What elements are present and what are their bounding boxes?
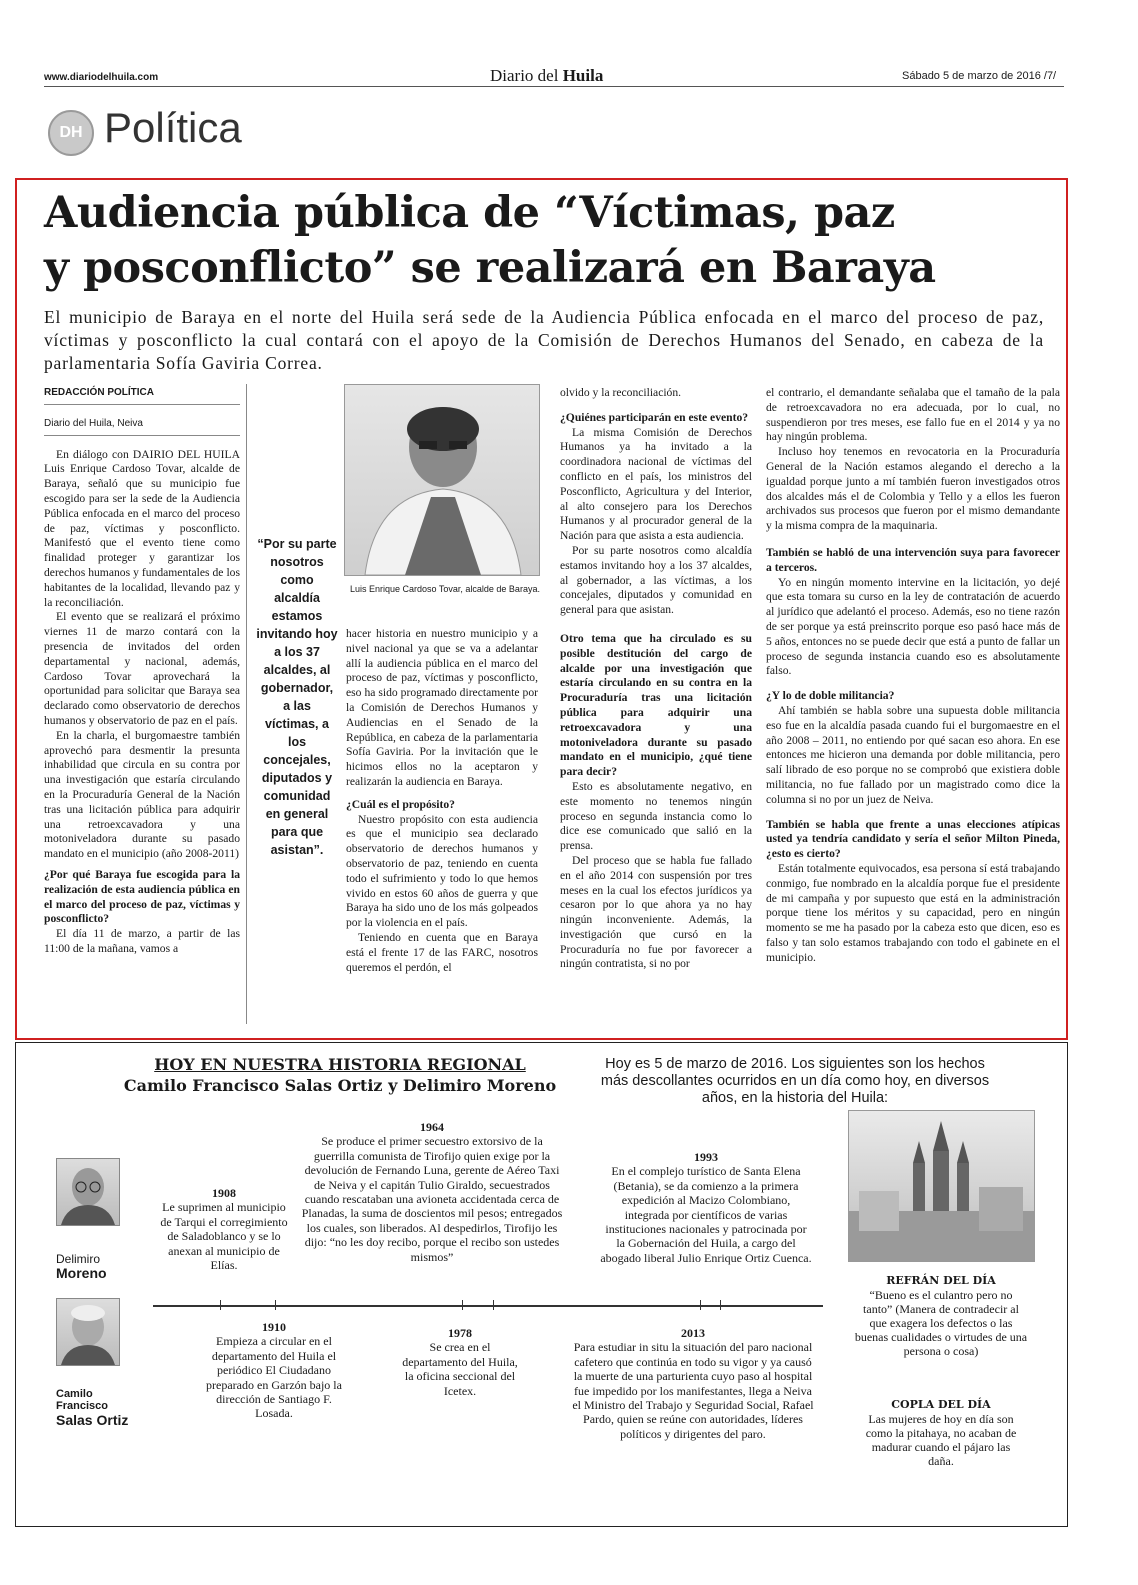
delimiro-moreno-photo: [56, 1158, 120, 1226]
portrait-icon: [345, 385, 539, 575]
issue-date: Sábado 5 de marzo de 2016 /7/: [902, 70, 1057, 82]
paragraph: hacer historia en nuestro municipio y a nivel nacional ya que se va a adelantar allí la audiencia pública en el marco del proceso de paz, víctimas y posconflicto, eso ha sido programado directamente por la Comisión de Derechos Humanos y Audiencias en el Senado de la República, en cabeza de la parlamentaria Sofía Gaviria. Por la invitación que le hicimos ellos no la aceptaron y realizarán la audiencia en Baraya.: [346, 627, 538, 788]
dateline: Diario del Huila, Neiva: [44, 417, 240, 436]
event-text: Le suprimen al municipio de Tarqui el corregimiento de Saladoblanco y se lo anexan al municipio de Elías.: [160, 1200, 288, 1273]
paragraph: Ahí también se habla sobre una supuesta doble militancia eso fue en la alcaldía pasada cuando fui el burgomaestre en el año 2008 – 2011, no entiendo por qué sacan eso ahora. En ese entonces me hicieron una demanda por doble militancia, pero salí librado de eso porque no se comprobó que existiera doble militancia, no fue fallado por un magistrado como dice la columna si no por un juez de Neiva.: [766, 703, 1060, 806]
paragraph: Están totalmente equivocados, esa persona sí está trabajando conmigo, fue nombrado en la alcaldía porque fue el presidente de mi campaña y por supuesto que está en la administración porque tiene los méritos y su capacidad, pero en ningún momento se me ha pasado por la cabeza esto que dicen, eso es falso y tan solo estamos trabajando con todo el gabinete en el municipio.: [766, 861, 1060, 964]
column-divider: [246, 384, 247, 1024]
article-column-2: [346, 627, 538, 975]
person-middle-name: Francisco: [56, 1400, 108, 1412]
event-text: Para estudiar in situ la situación del paro nacional cafetero que continúa en todo su vigor y ya causó la muerte de una parturienta cuyo paso al hospital fue impedido por los manifestantes, llega a Neiva el Ministro del Trabajo y Seguridad Social, Rafael Pardo, quien se reúne con autoridades, líderes políticos y dirigentes del paro.: [572, 1340, 814, 1441]
paragraph: El día 11 de marzo, a partir de las 11:00 de la mañana, vamos a: [44, 927, 240, 955]
headline-line-2: y posconflicto” se realizará en Baraya: [44, 243, 936, 293]
timeline-tick: [462, 1300, 463, 1310]
event-1910: [200, 1320, 348, 1421]
event-1993: [600, 1150, 812, 1265]
paragraph: Teniendo en cuenta que en Baraya está el frente 17 de las FARC, nosotros queremos el perdón, el: [346, 930, 538, 974]
refran-text: “Bueno es el culantro pero no tanto” (Manera de contradecir al que exagera los defectos o las buenas cualidades o virtudes de una persona o cosa): [854, 1288, 1028, 1358]
history-title: [120, 1054, 560, 1096]
pull-quote: “Por su parte nosotros como alcaldía estamos invitando hoy a los 37 alcaldes, al gobernador, a las víctimas, a los concejales, diputados y comunidad en general para que asistan”.: [256, 537, 338, 857]
timeline-tick: [720, 1300, 721, 1310]
portrait-icon: [57, 1159, 119, 1225]
paragraph: En diálogo con DAIRIO DEL HUILA Luis Enrique Cardoso Tovar, alcalde de Baraya, señaló que su municipio fue escogido para ser la sede de la Audiencia Pública enfocada en el marco del proceso de paz, víctimas y posconflicto. Manifestó que el evento tiene como finalidad proteger y garantizar los derechos humanos y fundamentales de los habitantes de la localidad, llevando paz y la reconciliación.: [44, 447, 240, 609]
event-1908: [160, 1186, 288, 1272]
paragraph: En la charla, el burgomaestre también aprovechó para desmentir la presunta inhabilidad que circula en su contra por una investigación que estaría circulando en la Procuraduría General de la Nación tras una licitación pública para adquirir una retroexcavadora y una motoniveladora durante su pasado mandato en el municipio (año 2008-2011): [44, 728, 240, 861]
paragraph: Nuestro propósito con esta audiencia es que el municipio sea declarado observatorio de derechos humanos y observatorio de paz, teniendo en cuenta todo el sufrimiento y todo lo que hemos vivido en estos 60 años de guerra y que Baraya ha sido uno de los más golpeados por la violencia en el país.: [346, 812, 538, 930]
dh-logo-icon: DH: [48, 110, 94, 156]
question-heading: También se habla que frente a unas elecciones atípicas usted ya tendría candidato y sería el señor Milton Pineda, ¿esto es cierto?: [766, 817, 1060, 861]
paragraph: Yo en ningún momento intervine en la licitación, yo dejé que esta tomara su curso en la ley de contratación de acuerdo al jurídico que adelantó el proceso. Además, eso no tiene razón de ser porque ya está preinscrito porque eso pasó hace más de 5 años, entonces no se puede decir que está a punto de fallar un proceso de segunda instancia cuando eso es absolutamente falso.: [766, 575, 1060, 678]
question-heading: ¿Cuál es el propósito?: [346, 797, 455, 811]
event-year: 1910: [262, 1320, 286, 1334]
paragraph: La misma Comisión de Derechos Humanos ya ha invitado a la coordinadora nacional de víctimas del conflicto en el país, los ministros del Posconflicto, Agricultura y del Interior, al alto consejero para los Derechos Humanos y al procurador general de la Nación para que asista a esta audiencia.: [560, 425, 752, 543]
event-year: 1993: [694, 1150, 718, 1164]
paragraph: Por su parte nosotros como alcaldía estamos invitando hoy a los 37 alcaldes, al gobernador, a las víctimas, a los concejales, diputados y comunidad en general para que asistan.: [560, 543, 752, 617]
person-first-name: Camilo: [56, 1388, 93, 1400]
byline: REDACCIÓN POLÍTICA: [44, 386, 240, 405]
newspaper-name-a: Diario del: [490, 66, 563, 85]
person-first-name: Delimiro: [56, 1252, 101, 1266]
website-url: www.diariodelhuila.com: [44, 72, 159, 83]
history-intro: Hoy es 5 de marzo de 2016. Los siguientes son los hechos más descollantes ocurridos en un día como hoy, en diversos años, en la historia del Huila:: [600, 1056, 990, 1106]
event-text: En el complejo turístico de Santa Elena (Betania), se da comienzo a la primera expedición al Macizo Colombiano, integrada por científicos de varias instituciones nacionales y patrocinada por la Gobernación del Huila, a cargo del abogado liberal Julio Enrique Ortiz Cuenca.: [600, 1164, 812, 1265]
event-2013: [570, 1326, 816, 1441]
event-year: 2013: [681, 1326, 705, 1340]
copla-text: Las mujeres de hoy en día son como la pitahaya, no acaban de madurar cuando el pájaro las daña.: [865, 1412, 1017, 1468]
church-photo: [848, 1110, 1035, 1262]
history-title-line-2: Camilo Francisco Salas Ortiz y Delimiro Moreno: [123, 1076, 557, 1095]
headline: [44, 186, 1054, 296]
timeline-axis: [153, 1305, 823, 1307]
headline-line-1: Audiencia pública de “Víctimas, paz: [44, 188, 895, 238]
timeline-tick: [700, 1300, 701, 1310]
article-column-3: [560, 386, 752, 972]
copla-block: [846, 1398, 1036, 1468]
question-heading: ¿Quiénes participarán en este evento?: [560, 410, 749, 424]
camilo-salas-photo: [56, 1298, 120, 1366]
event-1978: [398, 1326, 522, 1398]
camilo-salas-name: [56, 1388, 128, 1428]
event-text: Se produce el primer secuestro extorsivo de la guerrilla comunista de Tirofijo quien exige por la devolución de Fernando Luna, gerente de Aéreo Taxi de Neiva y el capitán Tulio Giraldo, secuestrados cuando rescataban una avioneta accidentada cerca de Planadas, la suma de doscientos mil pesos; entregados los cuales, son liberados. Al despedirlos, Tirofijo les dijo: “no les doy recibo, porque el recibo son ustedes mismos”: [301, 1134, 563, 1264]
paragraph: olvido y la reconciliación.: [560, 386, 682, 399]
newspaper-name: [490, 66, 603, 86]
person-last-name: Moreno: [56, 1265, 107, 1281]
question-heading: Otro tema que ha circulado es su posible destitución del cargo de alcalde por una investigación que estaría circulando en su contra en la Procuraduría tras una licitación pública para adquirir una retroexcavadora y una motoniveladora durante su pasado mandato en el municipio, ¿qué tiene para decir?: [560, 631, 752, 779]
question-heading: También se habló de una intervención suya para favorecer a terceros.: [766, 545, 1060, 574]
delimiro-moreno-name: [56, 1252, 107, 1280]
section-title: Política: [104, 104, 242, 151]
header-rule: [44, 86, 1064, 87]
refran-block: [846, 1274, 1036, 1358]
article-column-4: [766, 386, 1060, 965]
event-year: 1978: [448, 1326, 472, 1340]
history-title-line-1: HOY EN NUESTRA HISTORIA REGIONAL: [154, 1055, 526, 1074]
timeline-tick: [493, 1300, 494, 1310]
paragraph: Incluso hoy tenemos en revocatoria en la Procuraduría General de la Nación estamos alegando el derecho a la igualdad porque junto a mí también fueron investigados otros dos alcaldes más el de Colombia y Tello y a ellos les fueron archivados sus procesos que fueron por el mismo demandante y la misma compra de la maquinaria.: [766, 445, 1060, 533]
portrait-icon: [57, 1299, 119, 1365]
event-1964: [300, 1120, 564, 1264]
lead-paragraph: El municipio de Baraya en el norte del Huila será sede de la Audiencia Pública enfocada en el marco del proceso de paz, víctimas y posconflicto la cual contará con el apoyo de la Comisión de Derechos Humanos del Senado, en cabeza de la parlamentaria Sofía Gaviria Correa.: [44, 307, 1044, 373]
paragraph: Esto es absolutamente negativo, en este momento no tenemos ningún proceso en segunda instancia como lo dice ese comunicado que salió en la prensa.: [560, 779, 752, 853]
refran-title: REFRÁN DEL DÍA: [886, 1274, 996, 1287]
church-icon: [849, 1111, 1034, 1261]
newspaper-name-b: Huila: [562, 66, 604, 85]
paragraph: El evento que se realizará el próximo viernes 11 de marzo contará con la presencia de invitados del orden departamental y nacional, además, Cardoso Tovar aprovechará la oportunidad para solicitar que Baraya sea declarado como observatorio de derechos humanos y observatorio de paz en el país.: [44, 610, 240, 727]
timeline-tick: [275, 1300, 276, 1310]
article-column-1: [44, 386, 240, 957]
mayor-photo: [344, 384, 540, 576]
photo-caption: Luis Enrique Cardoso Tovar, alcalde de Baraya.: [350, 584, 540, 594]
event-text: Empieza a circular en el departamento del Huila el periódico El Ciudadano preparado en Garzón bajo la dirección de Santiago F. Losada.: [206, 1334, 342, 1421]
copla-title: COPLA DEL DÍA: [891, 1398, 991, 1411]
timeline-tick: [220, 1300, 221, 1310]
question-heading: ¿Por qué Baraya fue escogida para la realización de esta audiencia pública en el marco del proceso de paz, víctimas y posconflicto?: [44, 867, 240, 926]
event-year: 1964: [420, 1120, 444, 1134]
event-year: 1908: [212, 1186, 236, 1200]
paragraph: Del proceso que se habla fue fallado en el año 2014 con suspensión por tres meses en la cual los efectos jurídicos ya cesaron por lo que ahora ya no hay ningún inconveniente. Además, la investigación que cursó en la Procuraduría no fue por favorecer a ningún contratista, si no por: [560, 853, 752, 971]
person-last-name: Salas Ortiz: [56, 1412, 129, 1428]
paragraph: el contrario, el demandante señalaba que el tamaño de la pala de retroexcavadora no era adecuada, por lo cual, no suspendieron por tres meses, ese fallo fue en el 2014 y ya no hay ningún problema.: [766, 386, 1060, 444]
event-text: Se crea en el departamento del Huila, la oficina seccional del Icetex.: [402, 1340, 518, 1398]
question-heading: ¿Y lo de doble militancia?: [766, 689, 895, 703]
